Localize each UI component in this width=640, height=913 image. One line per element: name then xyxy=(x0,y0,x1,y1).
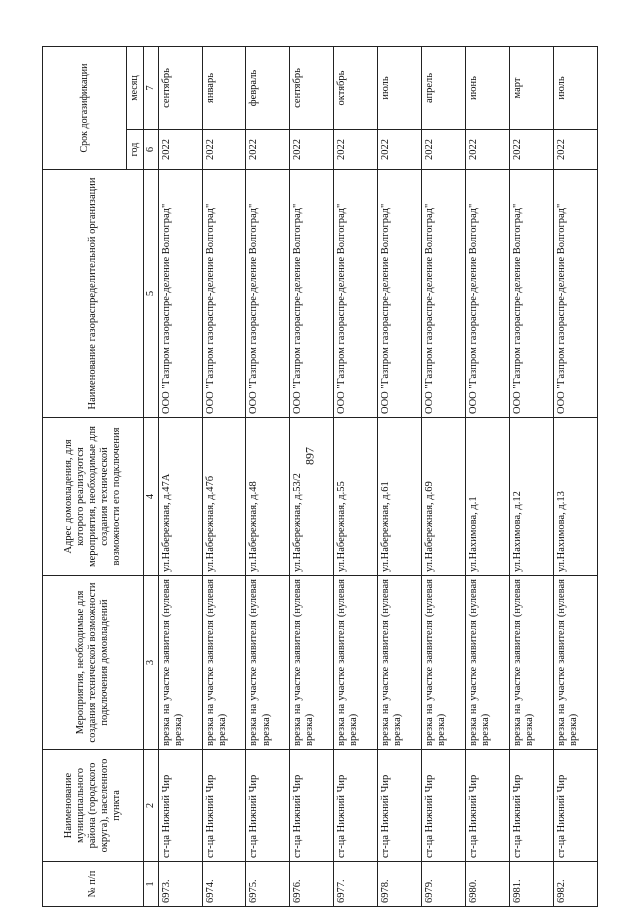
cell-measure: врезка на участке заявителя (нулевая врезка) xyxy=(290,576,334,750)
cell-measure: врезка на участке заявителя (нулевая врезка) xyxy=(510,576,554,750)
cell-measure: врезка на участке заявителя (нулевая врезка) xyxy=(554,576,598,750)
cell-year: 2022 xyxy=(422,130,466,170)
cell-year: 2022 xyxy=(466,130,510,170)
header-settlement: Наименование муниципального района (городского округа), населенного пункта xyxy=(43,750,144,862)
column-number: 7 xyxy=(143,47,158,130)
cell-number: 6979. xyxy=(422,862,466,907)
cell-settlement: ст-ца Нижний Чир xyxy=(422,750,466,862)
table-row xyxy=(334,47,378,907)
column-number: 3 xyxy=(143,576,158,750)
rotated-table-container xyxy=(42,47,598,907)
cell-address: ул.Набережная, д.47А xyxy=(158,418,202,576)
cell-number: 6981. xyxy=(510,862,554,907)
cell-address: ул.Набережная, д.61 xyxy=(378,418,422,576)
cell-year: 2022 xyxy=(246,130,290,170)
header-organization: Наименование газораспределительной организации xyxy=(43,170,144,418)
table-row xyxy=(290,47,334,907)
cell-measure: врезка на участке заявителя (нулевая врезка) xyxy=(202,576,246,750)
table-row xyxy=(554,47,598,907)
cell-year: 2022 xyxy=(378,130,422,170)
cell-measure: врезка на участке заявителя (нулевая врезка) xyxy=(466,576,510,750)
table-row xyxy=(422,47,466,907)
table-row xyxy=(510,47,554,907)
cell-organization: ООО "Газпром газораспре-деление Волгоград" xyxy=(378,170,422,418)
cell-organization: ООО "Газпром газораспре-деление Волгоград" xyxy=(510,170,554,418)
cell-month: февраль xyxy=(246,47,290,130)
cell-number: 6980. xyxy=(466,862,510,907)
table-row xyxy=(202,47,246,907)
column-number: 1 xyxy=(143,862,158,907)
cell-address: ул.Нахимова, д.13 xyxy=(554,418,598,576)
cell-year: 2022 xyxy=(554,130,598,170)
cell-month: апрель xyxy=(422,47,466,130)
cell-measure: врезка на участке заявителя (нулевая врезка) xyxy=(246,576,290,750)
cell-organization: ООО "Газпром газораспре-деление Волгоград" xyxy=(422,170,466,418)
cell-organization: ООО "Газпром газораспре-деление Волгоград" xyxy=(246,170,290,418)
cell-measure: врезка на участке заявителя (нулевая врезка) xyxy=(158,576,202,750)
cell-year: 2022 xyxy=(202,130,246,170)
cell-year: 2022 xyxy=(334,130,378,170)
cell-number: 6975. xyxy=(246,862,290,907)
column-number: 4 xyxy=(143,418,158,576)
cell-number: 6974. xyxy=(202,862,246,907)
cell-month: январь xyxy=(202,47,246,130)
header-measures: Мероприятия, необходимые для создания технической возможности подключения домовладений xyxy=(43,576,144,750)
table-row xyxy=(378,47,422,907)
cell-year: 2022 xyxy=(510,130,554,170)
header-year: год xyxy=(127,130,144,170)
table-row xyxy=(466,47,510,907)
cell-settlement: ст-ца Нижний Чир xyxy=(378,750,422,862)
cell-year: 2022 xyxy=(290,130,334,170)
cell-address: ул.Набережная, д.53/2 xyxy=(290,418,334,576)
cell-organization: ООО "Газпром газораспре-деление Волгоград" xyxy=(158,170,202,418)
cell-settlement: ст-ца Нижний Чир xyxy=(158,750,202,862)
cell-month: июль xyxy=(554,47,598,130)
cell-address: ул.Нахимова, д.1 xyxy=(466,418,510,576)
table-row xyxy=(158,47,202,907)
cell-organization: ООО "Газпром газораспре-деление Волгоград" xyxy=(202,170,246,418)
cell-month: март xyxy=(510,47,554,130)
cell-address: ул.Набережная, д.55 xyxy=(334,418,378,576)
cell-month: июнь xyxy=(466,47,510,130)
cell-number: 6973. xyxy=(158,862,202,907)
column-number: 2 xyxy=(143,750,158,862)
cell-measure: врезка на участке заявителя (нулевая врезка) xyxy=(378,576,422,750)
page-number: 897 xyxy=(302,447,317,465)
cell-address: ул.Набережная, д.47б xyxy=(202,418,246,576)
cell-month: октябрь xyxy=(334,47,378,130)
cell-organization: ООО "Газпром газораспре-деление Волгоград" xyxy=(290,170,334,418)
cell-number: 6978. xyxy=(378,862,422,907)
cell-organization: ООО "Газпром газораспре-деление Волгоград" xyxy=(554,170,598,418)
cell-organization: ООО "Газпром газораспре-деление Волгоград" xyxy=(334,170,378,418)
cell-settlement: ст-ца Нижний Чир xyxy=(554,750,598,862)
column-number: 6 xyxy=(143,130,158,170)
cell-settlement: ст-ца Нижний Чир xyxy=(510,750,554,862)
cell-month: июль xyxy=(378,47,422,130)
cell-measure: врезка на участке заявителя (нулевая врезка) xyxy=(334,576,378,750)
cell-address: ул.Набережная, д.69 xyxy=(422,418,466,576)
gasification-table xyxy=(42,46,598,907)
cell-year: 2022 xyxy=(158,130,202,170)
cell-address: ул.Нахимова, д.12 xyxy=(510,418,554,576)
column-number-row xyxy=(143,47,158,907)
cell-number: 6982. xyxy=(554,862,598,907)
cell-settlement: ст-ца Нижний Чир xyxy=(202,750,246,862)
cell-settlement: ст-ца Нижний Чир xyxy=(466,750,510,862)
column-number: 5 xyxy=(143,170,158,418)
header-term: Срок догазификации xyxy=(43,47,127,170)
cell-measure: врезка на участке заявителя (нулевая врезка) xyxy=(422,576,466,750)
header-no: № п/п xyxy=(43,862,144,907)
cell-organization: ООО "Газпром газораспре-деление Волгоград" xyxy=(466,170,510,418)
header-row xyxy=(43,47,127,907)
cell-month: сентябрь xyxy=(290,47,334,130)
cell-settlement: ст-ца Нижний Чир xyxy=(334,750,378,862)
cell-number: 6976. xyxy=(290,862,334,907)
cell-address: ул.Набережная, д.48 xyxy=(246,418,290,576)
cell-number: 6977. xyxy=(334,862,378,907)
header-month: месяц xyxy=(127,47,144,130)
cell-month: сентябрь xyxy=(158,47,202,130)
cell-settlement: ст-ца Нижний Чир xyxy=(290,750,334,862)
table-row xyxy=(246,47,290,907)
cell-settlement: ст-ца Нижний Чир xyxy=(246,750,290,862)
header-address: Адрес домовладения, для которого реализуются мероприятия, необходимые для создания технической возможности его подключения xyxy=(43,418,144,576)
